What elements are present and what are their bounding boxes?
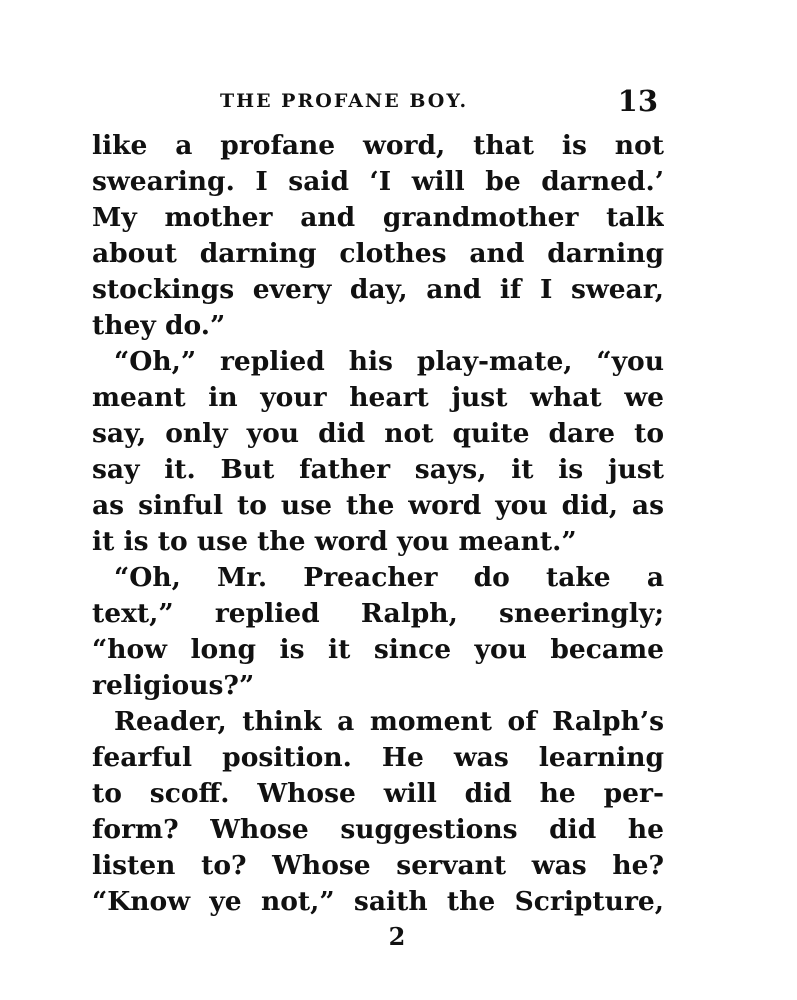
text-line: listen to? Whose servant was he? [92,850,664,881]
text-line: text,” replied Ralph, sneeringly; [92,598,664,629]
text-line: say, only you did not quite dare to [92,418,664,449]
running-title: THE PROFANE BOY. [220,90,469,112]
page-number: 13 [617,84,658,118]
text-line: about darning clothes and darning [92,238,664,269]
text-line: they do.” [92,310,226,341]
text-line: as sinful to use the word you did, as [92,490,664,521]
text-line: say it. But father says, it is just [92,454,664,485]
text-line: “Oh, Mr. Preacher do take a [114,562,664,593]
text-line: swearing. I said ‘I will be darned.’ [92,166,664,197]
body-text [92,128,664,920]
text-line: form? Whose suggestions did he [92,814,664,845]
text-line: “Oh,” replied his play-mate, “you [114,346,664,377]
book-page [92,84,664,951]
text-line: meant in your heart just what we [92,382,664,413]
text-line: stockings every day, and if I swear, [92,274,664,305]
text-line: “Know ye not,” saith the Scripture, [92,886,664,917]
text-line: My mother and grandmother talk [92,202,664,233]
running-head [92,84,664,128]
text-line: religious?” [92,670,255,701]
text-line: like a profane word, that is not [92,130,664,161]
text-line: it is to use the word you meant.” [92,526,577,557]
text-line: “how long is it since you became [92,634,664,665]
signature-mark: 2 [388,922,406,951]
text-line: fearful position. He was learning [92,742,664,773]
text-line: Reader, think a moment of Ralph’s [114,706,664,737]
text-line: to scoff. Whose will did he per- [92,778,664,809]
